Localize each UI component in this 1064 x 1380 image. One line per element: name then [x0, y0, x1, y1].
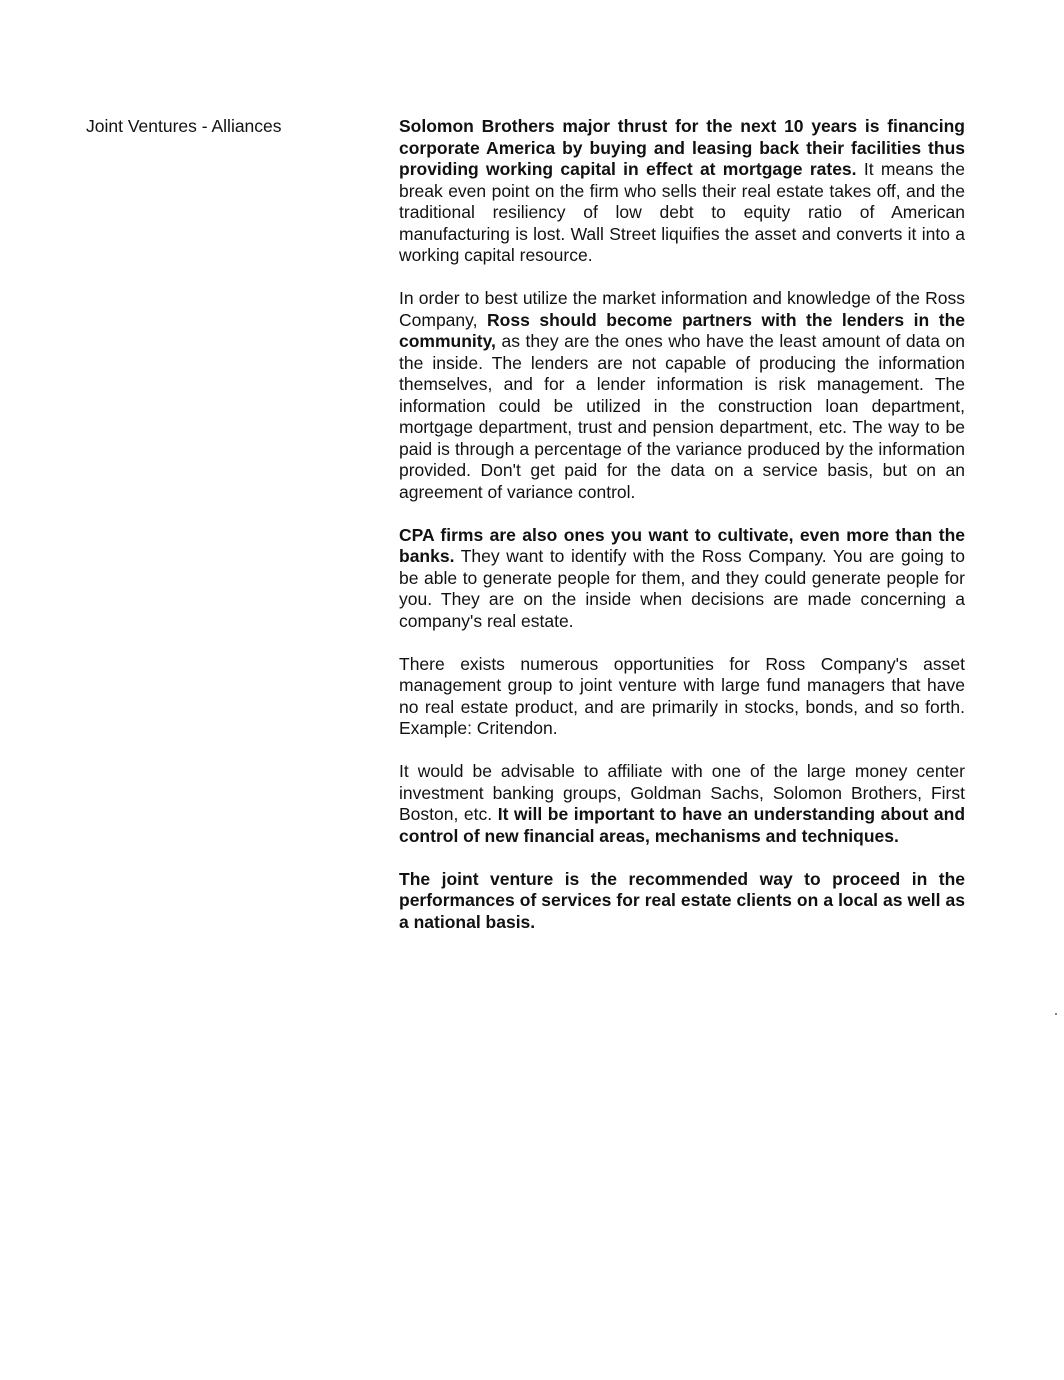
paragraph-text: In order to best utilize the market information and knowledge of the Ross Company,	[399, 288, 965, 330]
paragraph-fund-managers	[399, 654, 965, 740]
paragraph-cpa-firms	[399, 525, 965, 633]
paragraph-lenders-partnership	[399, 288, 965, 503]
bold-lead: Solomon Brothers major thrust for the next 10 years is financing corporate America by buying and leasing back their facilities thus providing working capital in effect at mortgage rates.	[399, 116, 965, 179]
paragraph-text: It means the break even point on the firm who sells their real estate takes off, and the traditional resiliency of low debt to equity ratio of American manufacturing is lost. Wall Street liquifies the asset and converts it into a working capital resource.	[399, 159, 965, 265]
body-text	[399, 116, 965, 955]
paragraph-text: as they are the ones who have the least amount of data on the inside. The lenders are not capable of producing the information themselves, and for a lender information is risk management. The information could be utilized in the construction loan department, mortgage department, trust and pension department, etc. The way to be paid is through a percentage of the variance produced by the information provided. Don't get paid for the data on a service basis, but on an agreement of variance control.	[399, 331, 965, 502]
paragraph-text: It would be advisable to affiliate with one of the large money center investment banking groups, Goldman Sachs, Solomon Brothers, First Boston, etc.	[399, 761, 965, 824]
section-heading: Joint Ventures - Alliances	[86, 116, 282, 136]
bold-lead: CPA firms are also ones you want to cultivate, even more than the banks.	[399, 524, 965, 566]
bold-tail: It will be important to have an understanding about and control of new financial areas, mechanisms and techniques.	[399, 804, 966, 846]
paragraph-investment-banking	[399, 761, 965, 847]
paragraph-recommendation: The joint venture is the recommended way to proceed in the performances of services for real estate clients on a local as well as a national basis.	[399, 868, 965, 932]
paragraph-text: They want to identify with the Ross Company. You are going to be able to generate people for them, and they could generate people for you. They are on the inside when decisions are made concerning a company's real estate.	[399, 546, 965, 631]
scan-speck	[1055, 1013, 1057, 1015]
bold-phrase: Ross should become partners with the lenders in the community,	[399, 309, 966, 351]
paragraph-solomon-brothers	[399, 116, 965, 267]
paragraph-text: There exists numerous opportunities for Ross Company's asset management group to joint venture with large fund managers that have no real estate product, and are primarily in stocks, bonds, and so forth. Example: Critendon.	[399, 653, 965, 738]
